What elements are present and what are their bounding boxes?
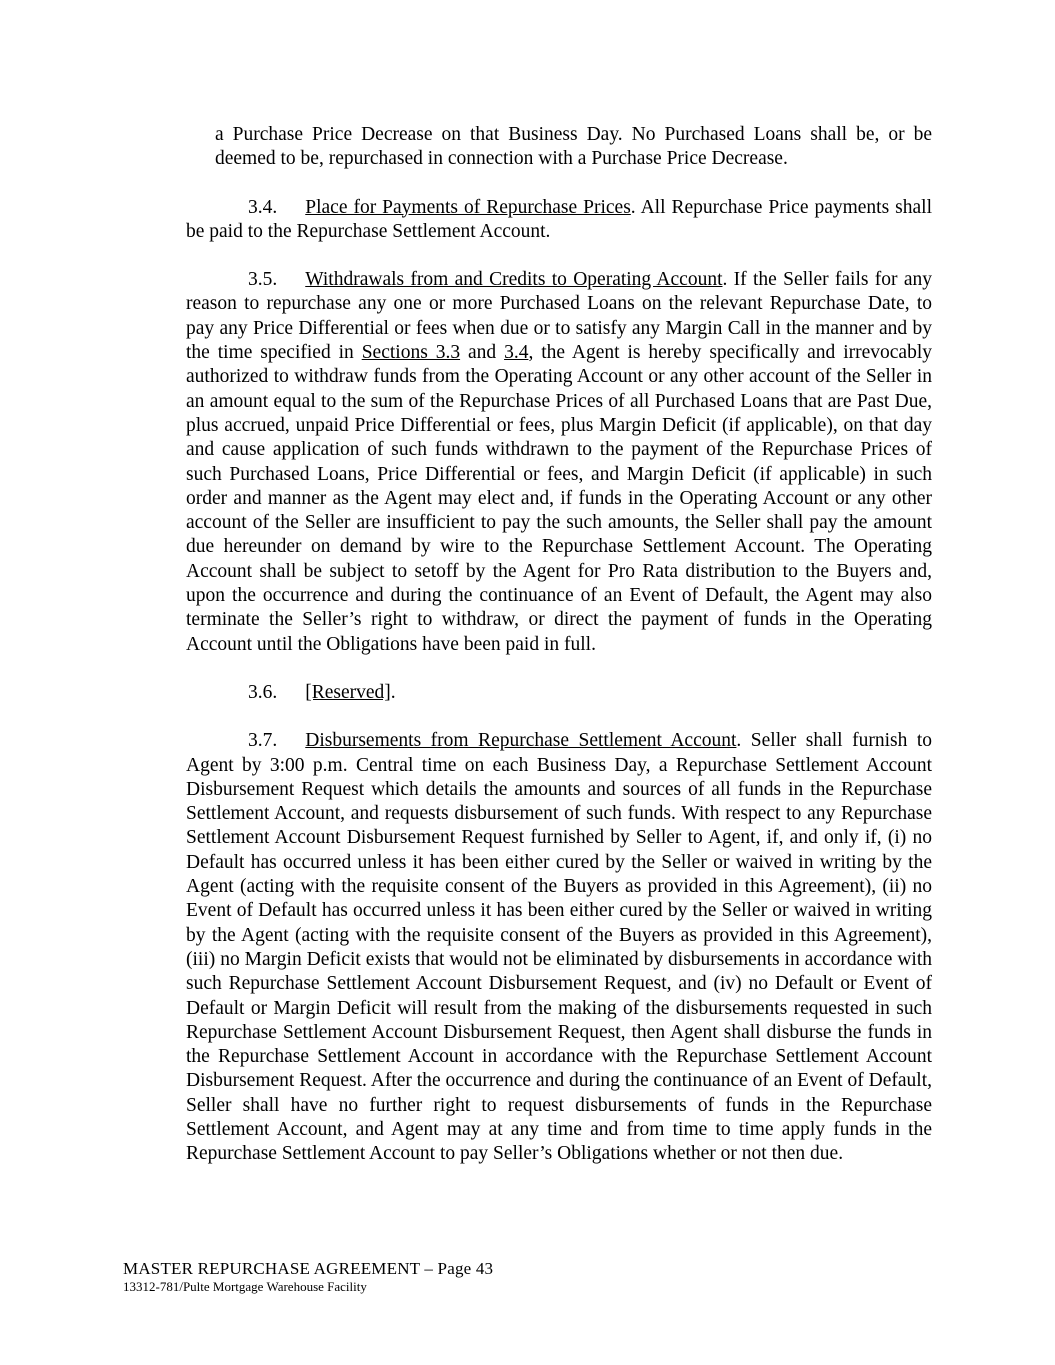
section-text: , the Agent is hereby specifically and irrevocably authorized to withdraw funds from the Operating Account or any other account of the Seller in an amount equal to the sum of the Repurchase Prices of all Purchased Loans that are Past Due, plus accrued, unpaid Price Differential or fees, plus Margin Deficit (if applicable), on that day and cause application of such funds withdrawn to the payment of the Repurchase Prices of such Purchased Loans, Price Differential or fees, and Margin Deficit (if applicable) in such order and manner as the Agent may elect and, if funds in the Operating Account or any other account of the Seller are insufficient to pay the such amounts, the Seller shall pay the amount due hereunder on demand by wire to the Repurchase Settlement Account. The Operating Account shall be subject to setoff by the Agent for Pro Rata distribution to the Buyers and, upon the occurrence and during the continuance of an Event of Default, the Agent may also terminate the Seller’s right to withdraw, or direct the payment of funds in the Operating Account until the Obligations have been paid in full. (186, 342, 932, 655)
section-heading: Disbursements from Repurchase Settlement Account (305, 730, 737, 752)
section-text: . Seller shall furnish to Agent by 3:00 p.m. Central time on each Business Day, a Repurchase Settlement Account Disbursement Request which details the amounts and sources of all funds in the Repurchase Settlement Account, and requests disbursement of such funds. With respect to any Repurchase Settlement Account Disbursement Request furnished by Seller to Agent, if, and only if, (i) no Default has occurred unless it has been either cured by the Seller or waived in writing by the Agent (acting with the requisite consent of the Buyers as provided in this Agreement), (ii) no Event of Default has occurred unless it has been either cured by the Seller or waived in writing by the Agent (acting with the requisite consent of the Buyers as provided in this Agreement), (iii) no Margin Deficit exists that would not be eliminated by disbursements in accordance with such Repurchase Settlement Account Disbursement Request, and (iv) no Default or Event of Default or Margin Deficit will result from the making of the disbursements requested in such Repurchase Settlement Account Disbursement Request, then Agent shall disburse the funds in the Repurchase Settlement Account in accordance with the Repurchase Settlement Account Disbursement Request. After the occurrence and during the continuance of an Event of Default, Seller shall have no further right to request disbursements of funds in the Repurchase Settlement Account, and Agent may at any time and from time to time apply funds in the Repurchase Settlement Account to pay Seller’s Obligations whether or not then due. (186, 730, 932, 1165)
document-body (186, 123, 932, 1191)
section-heading: [Reserved] (305, 681, 391, 703)
section-3-7 (186, 729, 932, 1166)
section-3-6 (186, 681, 932, 705)
section-3-5 (186, 268, 932, 657)
paragraph-continuation (215, 123, 932, 172)
cross-reference: 3.4 (504, 342, 529, 364)
section-text: and (460, 342, 505, 364)
footer-document-title: MASTER REPURCHASE AGREEMENT – Page 43 (123, 1259, 494, 1278)
section-number: 3.5. (248, 269, 278, 291)
section-number: 3.7. (248, 730, 278, 752)
section-text: . (390, 681, 396, 703)
section-heading: Withdrawals from and Credits to Operating Account (305, 269, 723, 291)
section-text: . If the Seller fails for any reason to repurchase any one or more Purchased Loans on the relevant Repurchase Date, to pay any Price Differential or fees when due or to satisfy any Margin Call in the manner and by the time specified in (186, 269, 932, 364)
paragraph-text: a Purchase Price Decrease on that Business Day. No Purchased Loans shall be, or be deemed to be, repurchased in connection with a Purchase Price Decrease. (215, 124, 932, 170)
cross-reference: Sections 3.3 (361, 342, 461, 364)
section-text: . All Repurchase Price payments shall be paid to the Repurchase Settlement Account. (186, 196, 932, 242)
footer-file-reference: 13312-781/Pulte Mortgage Warehouse Facility (123, 1279, 367, 1295)
section-number: 3.6. (248, 681, 278, 703)
section-number: 3.4. (248, 196, 278, 218)
page-footer (123, 1258, 493, 1296)
section-heading: Place for Payments of Repurchase Prices (305, 196, 631, 218)
section-3-4 (186, 196, 932, 245)
